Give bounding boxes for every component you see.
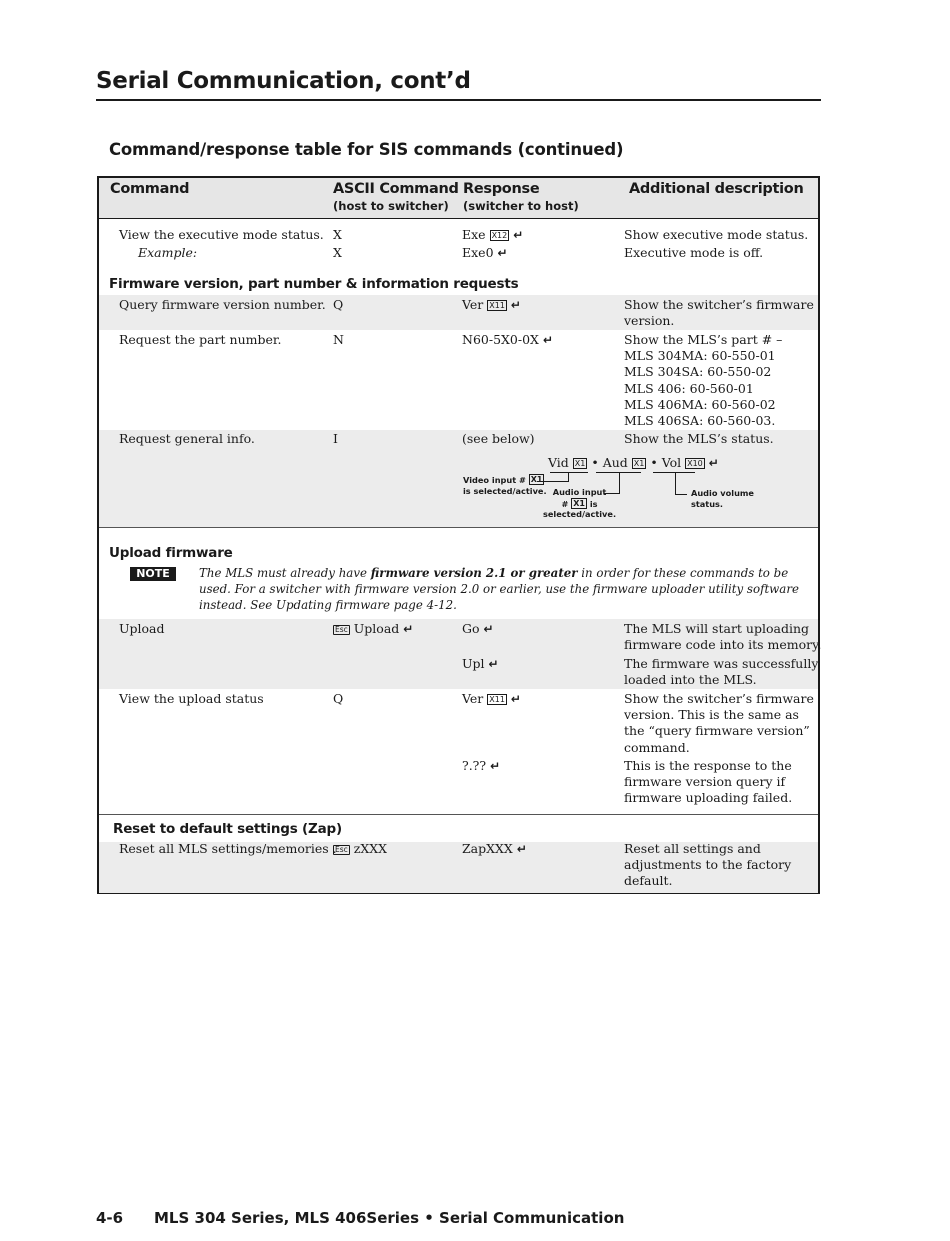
video-bracket-line — [550, 472, 588, 473]
volume-leader-line — [675, 473, 676, 494]
reset-response: ZapXXX ↵ — [462, 841, 527, 856]
video-leader-line — [568, 473, 569, 481]
return-icon: ↵ — [542, 333, 553, 347]
upload-status-description: Show the switcher’s firmware version. This is the same as the “query firmware version” command. — [624, 691, 814, 755]
esc-key-icon: Esc — [335, 845, 348, 854]
return-icon: ↵ — [510, 692, 521, 706]
exec-example-response: Exe0 ↵ — [462, 245, 508, 260]
info-command: Request general info. — [119, 431, 255, 446]
reset-section-title: Reset to default settings (Zap) — [113, 821, 342, 837]
return-icon: ↵ — [488, 657, 499, 671]
audio-variable-box: X1 — [633, 459, 645, 468]
upload-command: Upload — [119, 621, 165, 636]
query-description: Show the switcher’s firmware version. — [624, 297, 814, 329]
return-icon: ↵ — [490, 759, 501, 773]
page-title: Serial Communication, cont’d — [96, 68, 471, 94]
part-command: Request the part number. — [119, 332, 282, 347]
upload-status-command: View the upload status — [119, 691, 264, 706]
volume-bracket-line — [653, 472, 695, 473]
return-icon: ↵ — [403, 622, 414, 636]
upload-failed-description: This is the response to the firmware version query if firmware uploading failed. — [624, 758, 793, 806]
audio-volume-label: Audio volume status. — [691, 488, 754, 509]
note-text: The MLS must already have firmware version 2.1 or greater in order for these commands to be used. For a switcher with firmware version 2.0 or earlier, use the firmware uploader utility software instead. See Updating firmware page 4-12. — [199, 566, 799, 613]
volume-variable-box: X10 — [687, 459, 703, 468]
footer-text: MLS 304 Series, MLS 406Series • Serial Communication — [154, 1209, 625, 1227]
query-ascii: Q — [333, 297, 344, 312]
exec-example-ascii: X — [333, 245, 342, 260]
exec-example-label: Example: — [138, 245, 198, 260]
video-variable-box: X1 — [574, 459, 586, 468]
return-icon: ↵ — [483, 622, 494, 636]
esc-key-icon: Esc — [335, 625, 348, 634]
exec-variable-box: X12 — [491, 231, 508, 240]
return-icon: ↵ — [708, 456, 719, 470]
part-description: Show the MLS’s part # – MLS 304MA: 60-550-01 MLS 304SA: 60-550-02 MLS 406: 60-560-01 MLS 406MA: 60-560-02 MLS 406SA: 60-560-03. — [624, 332, 783, 429]
status-variable-box: X11 — [489, 695, 505, 704]
header-response-sub: (switcher to host) — [463, 199, 579, 213]
title-rule — [96, 99, 821, 101]
upload-section-title: Upload firmware — [109, 545, 233, 561]
header-ascii-sub: (host to switcher) — [333, 199, 449, 213]
section-divider — [99, 814, 818, 815]
return-icon: ↵ — [510, 298, 521, 312]
info-description: Show the MLS’s status. — [624, 431, 774, 446]
info-response-string: Vid X1 • Aud X1 • Vol X10 ↵ — [548, 455, 719, 470]
exec-description: Show executive mode status. — [624, 227, 809, 242]
table-header — [99, 178, 818, 219]
header-response: Response — [463, 181, 540, 197]
upload-ascii: Esc Upload ↵ — [335, 621, 414, 636]
upload-description-go: The MLS will start uploading firmware code into its memory. — [624, 621, 822, 653]
reset-command: Reset all MLS settings/memories . — [119, 841, 337, 856]
command-table — [97, 176, 820, 894]
upload-status-ascii: Q — [333, 691, 344, 706]
video-input-label: Video input # X1 is selected/active. — [463, 475, 547, 496]
part-response: N60-5X0-0X ↵ — [462, 332, 553, 347]
table-title: Command/response table for SIS commands (continued) — [109, 140, 624, 159]
exec-response: Exe X12 ↵ — [462, 227, 524, 242]
upload-response-upl: Upl ↵ — [462, 656, 499, 671]
upload-status-response: Ver X11 ↵ — [462, 691, 521, 706]
header-ascii: ASCII Command — [333, 181, 459, 197]
audio-leader-line — [619, 473, 620, 493]
return-icon: ↵ — [516, 842, 527, 856]
upload-failed-response: ?.?? ↵ — [462, 758, 501, 773]
reset-description: Reset all settings and adjustments to the factory default. — [624, 841, 792, 889]
reset-ascii: Esc zXXX — [335, 841, 388, 856]
firmware-section-title: Firmware version, part number & information requests — [109, 276, 519, 292]
return-icon: ↵ — [513, 228, 524, 242]
query-command: Query firmware version number. — [119, 297, 326, 312]
upload-response-go: Go ↵ — [462, 621, 494, 636]
header-command: Command — [110, 181, 190, 197]
footer-page-number: 4-6 — [96, 1209, 124, 1227]
return-icon: ↵ — [497, 246, 508, 260]
audio-input-label: Audio input # X1 is selected/active. — [543, 487, 617, 519]
exec-command: View the executive mode status. — [119, 227, 324, 242]
exec-example-description: Executive mode is off. — [624, 245, 764, 260]
upload-description-upl: The firmware was successfully loaded into the MLS. — [624, 656, 819, 688]
query-variable-box: X11 — [489, 301, 505, 310]
page-footer — [96, 1209, 624, 1227]
exec-ascii: X — [333, 227, 342, 242]
section-divider — [99, 527, 818, 528]
query-response: Ver X11 ↵ — [462, 297, 521, 312]
note-badge: NOTE — [130, 567, 176, 581]
volume-leader-line — [675, 494, 687, 495]
info-ascii: I — [333, 431, 338, 446]
info-response: (see below) — [462, 431, 535, 446]
part-ascii: N — [333, 332, 344, 347]
header-description: Additional description — [629, 181, 804, 197]
